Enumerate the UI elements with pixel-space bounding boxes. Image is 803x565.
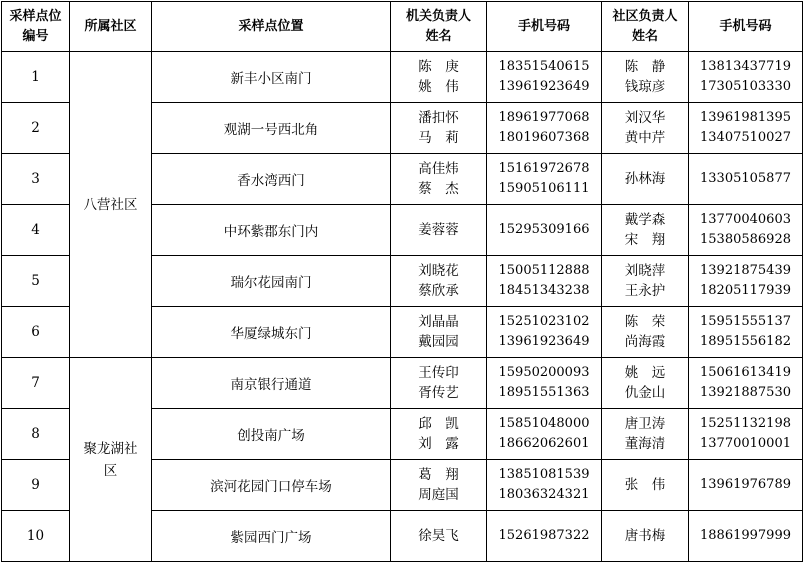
org-phone-cell: 13851081539 18036324321: [487, 460, 602, 511]
org-phone-cell: 18961977068 18019607368: [487, 103, 602, 154]
location-cell: 新丰小区南门: [152, 52, 391, 103]
org-phone-cell: 15251023102 13961923649: [487, 307, 602, 358]
comm-person-cell: 孙林海: [602, 154, 689, 205]
comm-phone-cell: 15061613419 13921887530: [689, 358, 803, 409]
comm-phone-cell: 18861997999: [689, 511, 803, 562]
table-row: [2, 52, 803, 103]
comm-person-cell: 唐卫涛 董海清: [602, 409, 689, 460]
comm-person-cell: 张 伟: [602, 460, 689, 511]
comm-phone-cell: 13961981395 13407510027: [689, 103, 803, 154]
comm-person-cell: 唐书梅: [602, 511, 689, 562]
location-cell: 中环紫郡东门内: [152, 205, 391, 256]
org-phone-cell: 15161972678 15905106111: [487, 154, 602, 205]
header-row: [2, 2, 803, 52]
header-id: 采样点位 编号: [2, 2, 70, 52]
comm-person-cell: 刘晓萍 王永护: [602, 256, 689, 307]
location-cell: 华厦绿城东门: [152, 307, 391, 358]
point-id-cell: 7: [2, 358, 70, 409]
org-phone-cell: 15851048000 18662062601: [487, 409, 602, 460]
point-id-cell: 6: [2, 307, 70, 358]
comm-person-cell: 戴学森 宋 翔: [602, 205, 689, 256]
location-cell: 滨河花园门口停车场: [152, 460, 391, 511]
org-person-cell: 刘晓花 蔡欣承: [391, 256, 487, 307]
org-phone-cell: 15005112888 18451343238: [487, 256, 602, 307]
location-cell: 香水湾西门: [152, 154, 391, 205]
org-person-cell: 潘扣怀 马 莉: [391, 103, 487, 154]
header-community: 所属社区: [70, 2, 152, 52]
org-person-cell: 姜蓉蓉: [391, 205, 487, 256]
point-id-cell: 8: [2, 409, 70, 460]
sampling-points-table: [1, 1, 803, 562]
comm-person-cell: 陈 荣 尚海霞: [602, 307, 689, 358]
location-cell: 创投南广场: [152, 409, 391, 460]
community-cell: 八营社区: [70, 52, 152, 358]
header-comm-phone: 手机号码: [689, 2, 803, 52]
location-cell: 观湖一号西北角: [152, 103, 391, 154]
comm-phone-cell: 13813437719 17305103330: [689, 52, 803, 103]
comm-phone-cell: 13921875439 18205117939: [689, 256, 803, 307]
point-id-cell: 2: [2, 103, 70, 154]
org-person-cell: 徐昊飞: [391, 511, 487, 562]
header-org-person: 机关负责人 姓名: [391, 2, 487, 52]
org-phone-cell: 18351540615 13961923649: [487, 52, 602, 103]
comm-phone-cell: 13770040603 15380586928: [689, 205, 803, 256]
point-id-cell: 4: [2, 205, 70, 256]
comm-phone-cell: 15251132198 13770010001: [689, 409, 803, 460]
comm-phone-cell: 15951555137 18951556182: [689, 307, 803, 358]
header-comm-person: 社区负责人 姓名: [602, 2, 689, 52]
org-person-cell: 王传印 胥传艺: [391, 358, 487, 409]
location-cell: 紫园西门广场: [152, 511, 391, 562]
point-id-cell: 3: [2, 154, 70, 205]
point-id-cell: 5: [2, 256, 70, 307]
comm-person-cell: 姚 远 仇金山: [602, 358, 689, 409]
org-phone-cell: 15261987322: [487, 511, 602, 562]
comm-phone-cell: 13305105877: [689, 154, 803, 205]
location-cell: 南京银行通道: [152, 358, 391, 409]
org-phone-cell: 15295309166: [487, 205, 602, 256]
table-body: [2, 52, 803, 562]
community-cell: 聚龙湖社区: [70, 358, 152, 562]
comm-phone-cell: 13961976789: [689, 460, 803, 511]
table-row: [2, 358, 803, 409]
org-person-cell: 邱 凯 刘 露: [391, 409, 487, 460]
comm-person-cell: 陈 静 钱琼彦: [602, 52, 689, 103]
point-id-cell: 10: [2, 511, 70, 562]
org-person-cell: 葛 翔 周庭国: [391, 460, 487, 511]
header-location: 采样点位置: [152, 2, 391, 52]
point-id-cell: 9: [2, 460, 70, 511]
point-id-cell: 1: [2, 52, 70, 103]
org-person-cell: 刘晶晶 戴园园: [391, 307, 487, 358]
org-person-cell: 陈 庚 姚 伟: [391, 52, 487, 103]
org-person-cell: 高佳炜 蔡 杰: [391, 154, 487, 205]
comm-person-cell: 刘汉华 黄中芹: [602, 103, 689, 154]
header-org-phone: 手机号码: [487, 2, 602, 52]
location-cell: 瑞尔花园南门: [152, 256, 391, 307]
org-phone-cell: 15950200093 18951551363: [487, 358, 602, 409]
